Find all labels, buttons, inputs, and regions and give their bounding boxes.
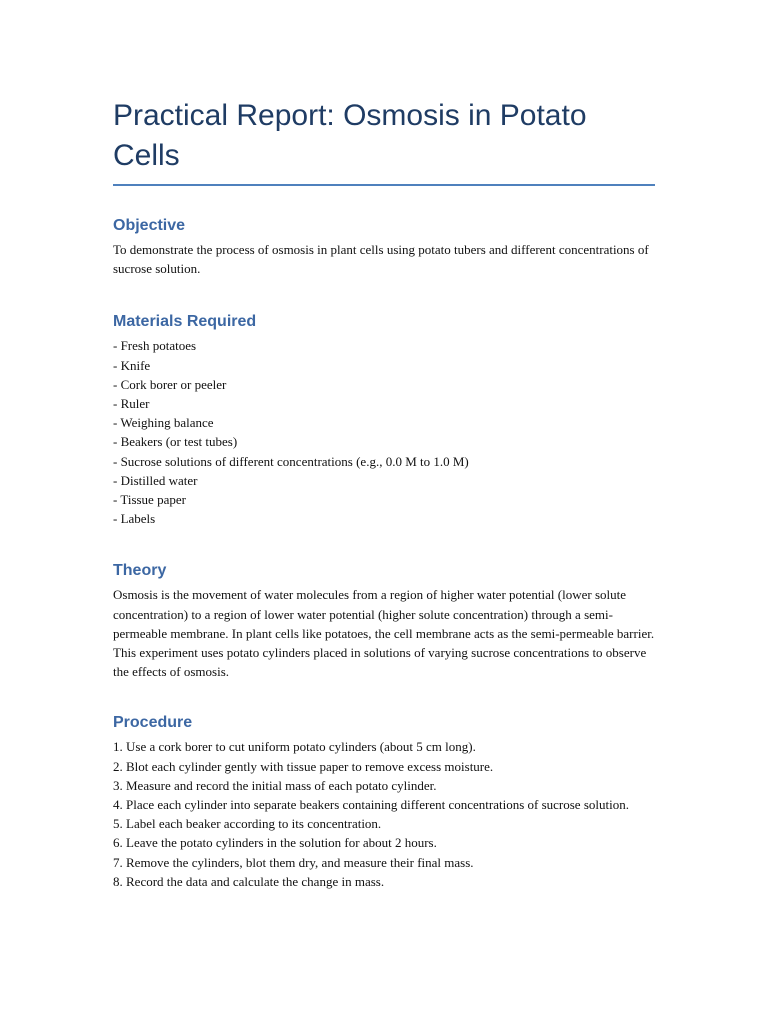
- materials-item: - Cork borer or peeler: [113, 376, 227, 392]
- procedure-step: 2. Blot each cylinder gently with tissue paper to remove excess moisture.: [113, 758, 494, 774]
- materials-item: - Knife: [113, 357, 151, 373]
- materials-item: - Tissue paper: [113, 492, 186, 508]
- procedure-step: 8. Record the data and calculate the change in mass.: [113, 873, 385, 889]
- theory-section: [113, 561, 655, 681]
- procedure-step: 3. Measure and record the initial mass of each potato cylinder.: [113, 777, 437, 793]
- objective-heading: Objective: [113, 217, 186, 234]
- procedure-step: 5. Label each beaker according to its concentration.: [113, 816, 382, 832]
- procedure-step: 4. Place each cylinder into separate beakers containing different concentrations of sucrose solution.: [113, 797, 629, 813]
- objective-text: To demonstrate the process of osmosis in plant cells using potato tubers and different concentrations of sucrose solution.: [113, 242, 649, 277]
- document-page: [113, 96, 655, 909]
- theory-text: Osmosis is the movement of water molecules from a region of higher water potential (lower solute concentration) to a region of lower water potential (higher solute concentration) through a semi-permeable membrane. In plant cells like potatoes, the cell membrane acts as the semi-permeable barrier. This experiment uses potato cylinders placed in solutions of varying sucrose concentrations to observe the effects of osmosis.: [113, 587, 655, 680]
- materials-item: - Sucrose solutions of different concentrations (e.g., 0.0 M to 1.0 M): [113, 453, 469, 469]
- objective-section: [113, 216, 655, 278]
- materials-item: - Beakers (or test tubes): [113, 434, 238, 450]
- materials-heading: Materials Required: [113, 313, 257, 331]
- procedure-steps-list: [113, 737, 655, 891]
- materials-item: - Ruler: [113, 396, 150, 412]
- materials-item: - Distilled water: [113, 472, 198, 488]
- procedure-step: 1. Use a cork borer to cut uniform potato cylinders (about 5 cm long).: [113, 739, 476, 755]
- materials-list: [113, 336, 655, 528]
- procedure-step: 7. Remove the cylinders, blot them dry, and measure their final mass.: [113, 854, 474, 870]
- materials-section: [113, 312, 655, 528]
- procedure-section: [113, 713, 655, 891]
- document-title: Practical Report: Osmosis in Potato Cells: [113, 99, 587, 172]
- materials-item: - Fresh potatoes: [113, 338, 197, 354]
- title-underline-divider: [113, 184, 655, 186]
- materials-item: - Weighing balance: [113, 415, 214, 431]
- procedure-heading: Procedure: [113, 714, 193, 732]
- theory-heading: Theory: [113, 562, 167, 580]
- materials-item: - Labels: [113, 511, 156, 527]
- procedure-step: 6. Leave the potato cylinders in the solution for about 2 hours.: [113, 835, 437, 851]
